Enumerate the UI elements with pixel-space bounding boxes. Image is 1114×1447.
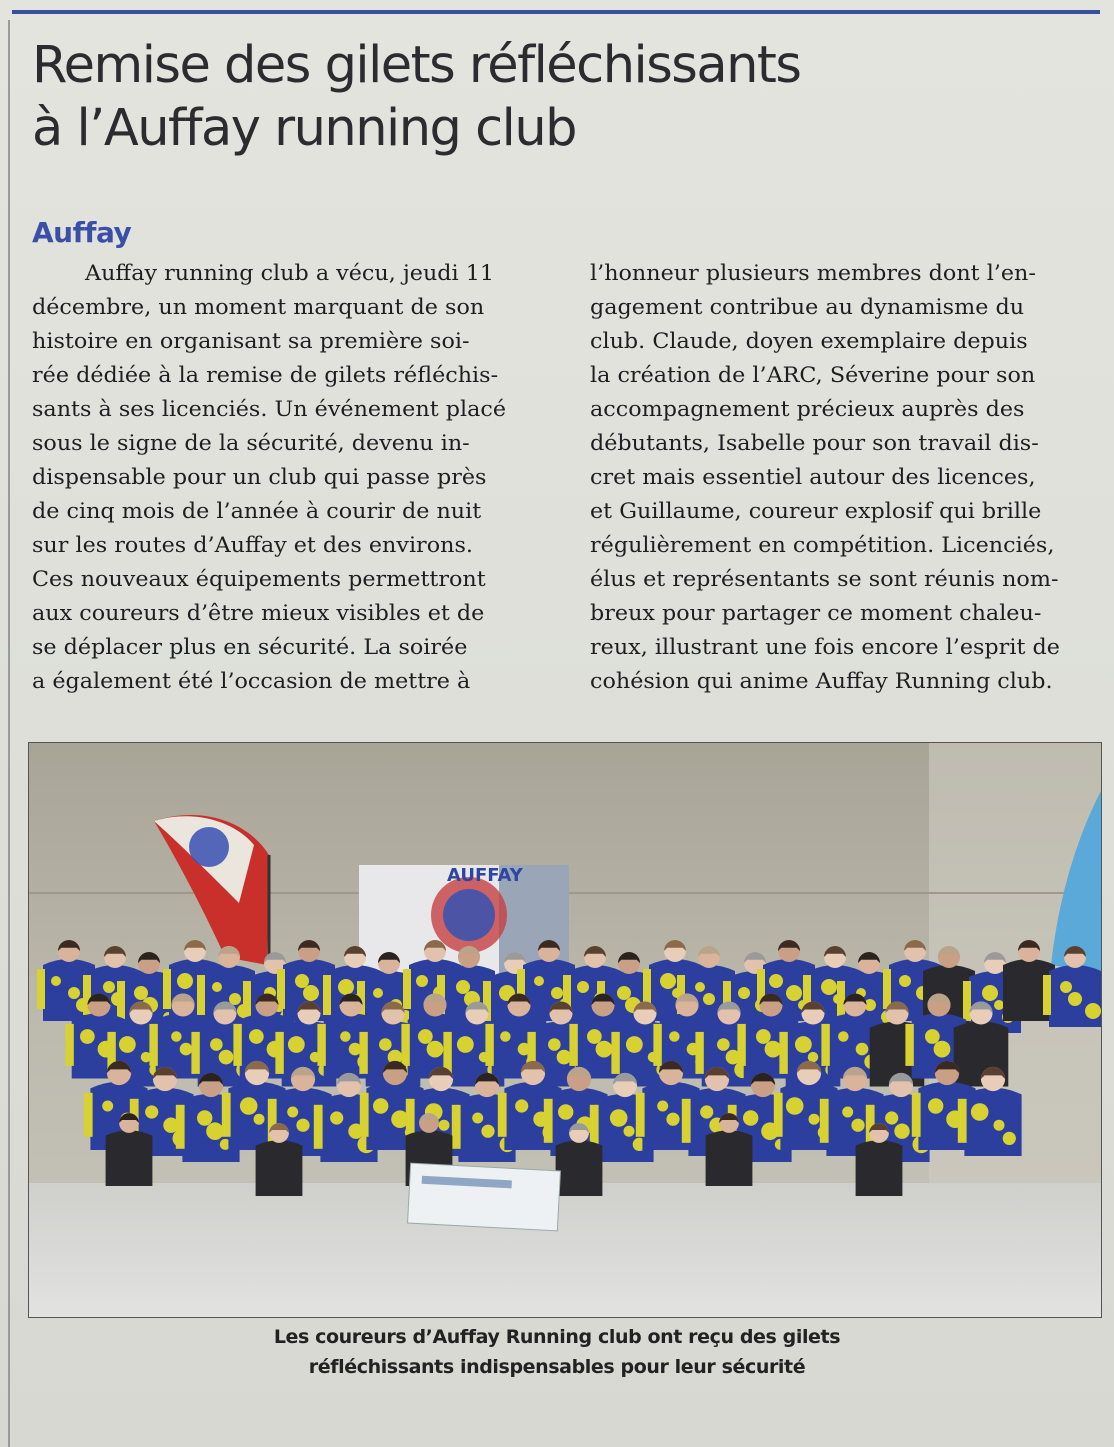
article-line: de cinq mois de l’année à courir de nuit [32,499,482,523]
article-line: la création de l’ARC, Séverine pour son [590,363,1036,387]
article-line: aux coureurs d’être mieux visibles et de [32,601,485,625]
headline-line-2: à l’Auffay running club [32,99,577,158]
caption-line-1: Les coureurs d’Auffay Running club ont reçu des gilets [273,1326,841,1348]
group-photo-illustration [29,743,1101,1317]
article-line: débutants, Isabelle pour son travail dis- [590,431,1039,455]
article-line: sous le signe de la sécurité, devenu in- [32,431,470,455]
top-rule [12,10,1100,14]
article-line: a également été l’occasion de mettre à [32,669,471,693]
photo-caption [0,1322,1114,1382]
article-line: régulièrement en compétition. Licenciés, [590,533,1055,557]
article-line: élus et représentants se sont réunis nom- [590,567,1059,591]
article-line: rée dédiée à la remise de gilets réfléchis- [32,363,499,387]
photo-floor [29,1183,1101,1317]
article-line: décembre, un moment marquant de son [32,295,485,319]
article-line: Auffay running club a vécu, jeudi 11 [85,261,495,285]
article-line: club. Claude, doyen exemplaire depuis [590,329,1028,353]
article-line: sur les routes d’Auffay et des environs. [32,533,473,557]
giant-cheque [408,1163,561,1231]
flag-logo [189,827,229,867]
article-line: cret mais essentiel autour des licences, [590,465,1036,489]
article-line: l’honneur plusieurs membres dont l’en- [590,261,1036,285]
article-line: se déplacer plus en sécurité. La soirée [32,635,468,659]
dateline: Auffay [32,216,132,249]
group-photo [28,742,1102,1318]
banner-text: AUFFAY [447,865,523,886]
headline [32,34,1092,160]
article-line: cohésion qui anime Auffay Running club. [590,669,1053,693]
banner-logo-inner [443,889,495,941]
article-line: Ces nouveaux équipements permettront [32,567,486,591]
headline-line-1: Remise des gilets réfléchissants [32,36,801,95]
article-line: accompagnement précieux auprès des [590,397,1025,421]
article-column-right [590,256,1100,698]
article-column-left [32,256,542,698]
article-line: sants à ses licenciés. Un événement placé [32,397,507,421]
column-rule [8,20,10,1447]
article-line: histoire en organisant sa première soi- [32,329,470,353]
article-line: gagement contribue au dynamisme du [590,295,1025,319]
article-line: et Guillaume, coureur explosif qui brille [590,499,1042,523]
article-line: dispensable pour un club qui passe près [32,465,487,489]
caption-line-2: réfléchissants indispensables pour leur sécurité [308,1356,806,1378]
article-line: reux, illustrant une fois encore l’esprit de [590,635,1060,659]
article-line: breux pour partager ce moment chaleu- [590,601,1042,625]
